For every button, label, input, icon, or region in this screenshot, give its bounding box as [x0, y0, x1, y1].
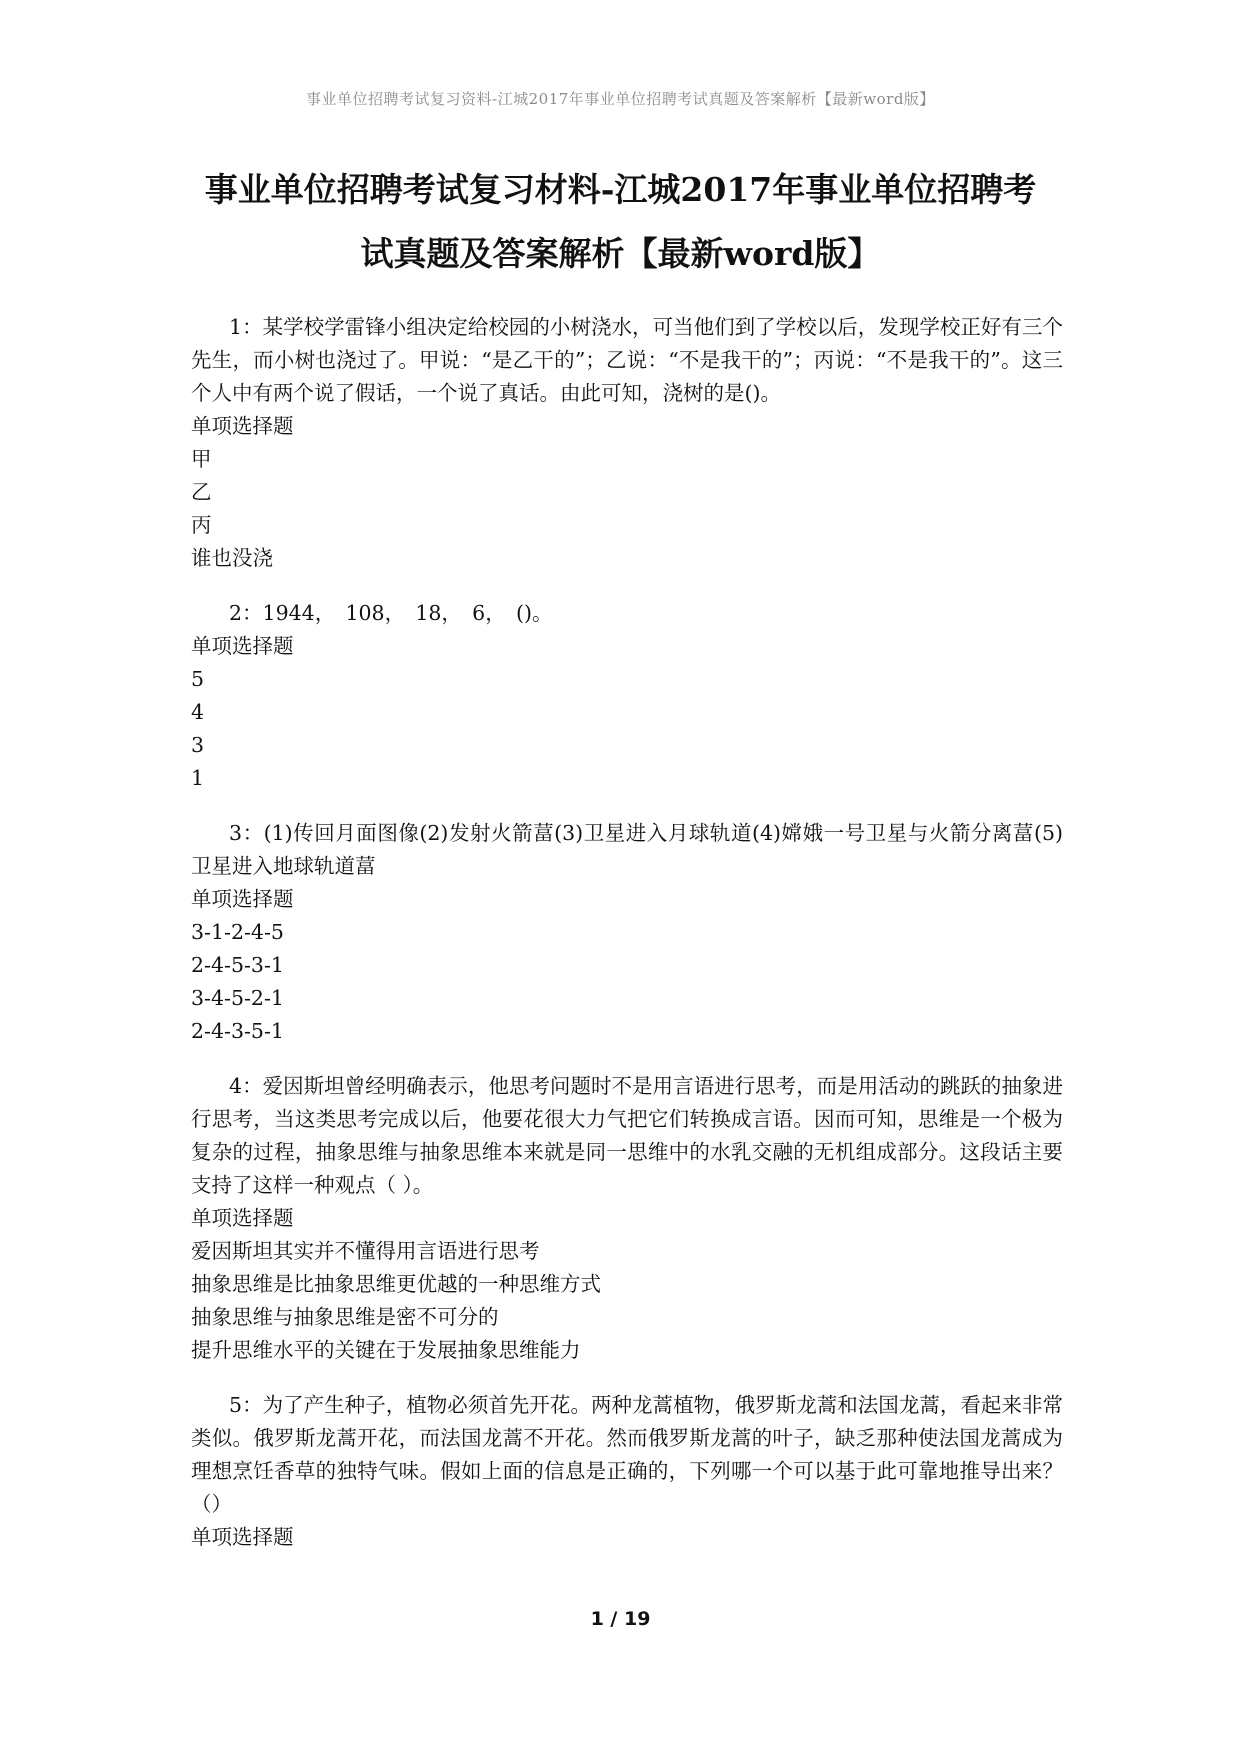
answer-option: 3-1-2-4-5 — [191, 920, 284, 944]
answer-option: 谁也没浇 — [191, 546, 273, 570]
answer-option: 1 — [191, 766, 205, 790]
answer-option: 3 — [191, 733, 205, 757]
question-3 — [191, 817, 1063, 1048]
answer-option: 5 — [191, 667, 205, 691]
question-type: 单项选择题 — [191, 887, 294, 911]
question-5 — [191, 1389, 1063, 1554]
answer-option: 乙 — [191, 480, 212, 504]
question-spacer — [191, 1048, 1063, 1070]
question-stem: 4：爱因斯坦曾经明确表示，他思考问题时不是用言语进行思考，而是用活动的跳跃的抽象进行思考，当这类思考完成以后，他要花很大力气把它们转换成言语。因而可知，思维是一个极为复杂的过程，抽象思维与抽象思维本来就是同一思维中的水乳交融的无机组成部分。这段话主要支持了这样一种观点（ ）。 — [191, 1074, 1063, 1197]
document-title-line-1: 事业单位招聘考试复习材料-江城2017年事业单位招聘考 — [204, 170, 1037, 209]
question-stem: 3：(1)传回月面图像(2)发射火箭葍(3)卫星进入月球轨道(4)嫦娥一号卫星与火箭分离葍(5)卫星进入地球轨道葍 — [191, 821, 1063, 878]
answer-option: 提升思维水平的关键在于发展抽象思维能力 — [191, 1338, 581, 1362]
question-type: 单项选择题 — [191, 414, 294, 438]
question-type: 单项选择题 — [191, 1206, 294, 1230]
answer-option: 4 — [191, 700, 205, 724]
answer-option: 甲 — [191, 447, 212, 471]
question-stem: 2：1944， 108， 18， 6， ()。 — [229, 601, 553, 625]
question-type: 单项选择题 — [191, 1525, 294, 1549]
question-spacer — [191, 795, 1063, 817]
question-stem: 5：为了产生种子，植物必须首先开花。两种龙蒿植物，俄罗斯龙蒿和法国龙蒿，看起来非常类似。俄罗斯龙蒿开花，而法国龙蒿不开花。然而俄罗斯龙蒿的叶子，缺乏那种使法国龙蒿成为理想烹饪香草的独特气味。假如上面的信息是正确的，下列哪一个可以基于此可靠地推导出来？（） — [191, 1393, 1063, 1516]
answer-option: 抽象思维是比抽象思维更优越的一种思维方式 — [191, 1272, 601, 1296]
question-1 — [191, 311, 1063, 575]
answer-option: 丙 — [191, 513, 212, 537]
page-indicator: 1 / 19 — [590, 1608, 651, 1630]
answer-option: 爱因斯坦其实并不懂得用言语进行思考 — [191, 1239, 540, 1263]
question-4 — [191, 1070, 1063, 1367]
question-list — [191, 311, 1063, 1554]
question-spacer — [191, 1367, 1063, 1389]
document-title-line-2: 试真题及答案解析【最新word版】 — [360, 234, 881, 273]
answer-option: 抽象思维与抽象思维是密不可分的 — [191, 1305, 499, 1329]
answer-option: 2-4-5-3-1 — [191, 953, 284, 977]
document-title — [160, 158, 1081, 286]
running-header: 事业单位招聘考试复习资料-江城2017年事业单位招聘考试真题及答案解析【最新word版】 — [306, 90, 935, 108]
question-2 — [191, 597, 1063, 795]
question-stem: 1：某学校学雷锋小组决定给校园的小树浇水，可当他们到了学校以后，发现学校正好有三个先生，而小树也浇过了。甲说：“是乙干的”；乙说：“不是我干的”；丙说：“不是我干的”。这三个人中有两个说了假话，一个说了真话。由此可知，浇树的是()。 — [191, 315, 1063, 405]
answer-option: 2-4-3-5-1 — [191, 1019, 284, 1043]
answer-option: 3-4-5-2-1 — [191, 986, 284, 1010]
question-spacer — [191, 575, 1063, 597]
question-type: 单项选择题 — [191, 634, 294, 658]
